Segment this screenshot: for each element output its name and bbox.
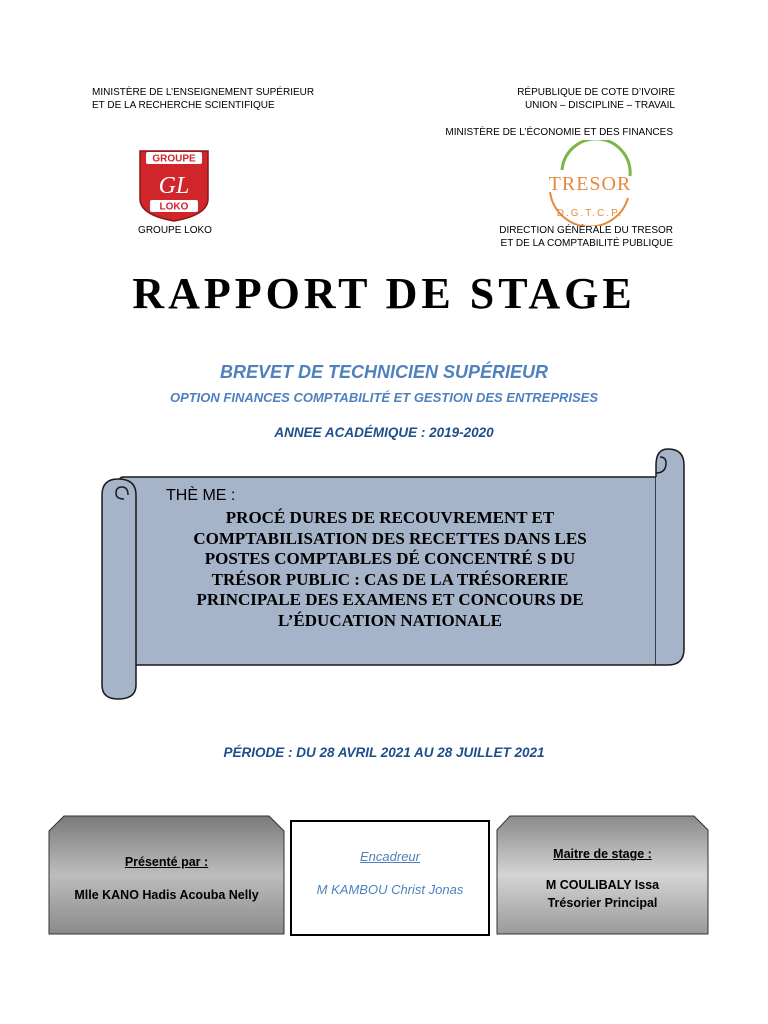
ministry-left-line2: ET DE LA RECHERCHE SCIENTIFIQUE (92, 100, 275, 111)
academic-year: ANNEE ACADÉMIQUE : 2019-2020 (274, 425, 494, 440)
option-title: OPTION FINANCES COMPTABILITÉ ET GESTION DES ENTREPRISES (169, 390, 599, 405)
supervisor-box (290, 820, 490, 936)
supervisor-label: Encadreur (360, 849, 420, 864)
groupe-logo-mark: GL (158, 173, 190, 199)
tresor-logo (540, 140, 640, 226)
internship-master-name: M COULIBALY Issa (545, 878, 660, 892)
presenter-name: Mlle KANO Hadis Acouba Nelly (74, 888, 259, 902)
ministry-economy: MINISTÈRE DE L’ÉCONOMIE ET DES FINANCES (445, 127, 673, 138)
internship-master-role: Trésorier Principal (547, 896, 658, 910)
republic-block (420, 86, 675, 112)
groupe-loko-caption: GROUPE LOKO (138, 225, 212, 236)
theme-text: PROCÉ DURES DE RECOUVREMENT ET COMPTABILISATION DES RECETTES DANS LES POSTES COMPTABLES DÉ CONCENTRÉ S DU TRÉSOR PUBLIC : CAS DE LA TRÉSORERIE PRINCIPALE DES EXAMENS ET CONCOURS DE L’ÉDUCATION NATIONALE (193, 508, 587, 630)
degree-title: BREVET DE TECHNICIEN SUPÉRIEUR (219, 362, 549, 382)
tresor-logo-text: TRESOR (548, 173, 632, 195)
report-title: RAPPORT DE STAGE (132, 269, 636, 318)
tresor-caption-line2: ET DE LA COMPTABILITÉ PUBLIQUE (500, 238, 673, 249)
presenter-box (48, 815, 285, 935)
tresor-caption (470, 224, 673, 250)
republic-motto: UNION – DISCIPLINE – TRAVAIL (524, 100, 675, 111)
ministry-left-block (92, 86, 352, 112)
supervisor-name: M KAMBOU Christ Jonas (316, 882, 464, 897)
groupe-logo-top-text: GROUPE (152, 153, 196, 165)
groupe-loko-logo (136, 147, 212, 223)
republic-line1: RÉPUBLIQUE DE COTE D’IVOIRE (517, 87, 675, 98)
groupe-logo-bottom-text: LOKO (159, 201, 189, 213)
internship-period: PÉRIODE : DU 28 AVRIL 2021 AU 28 JUILLET 2021 (223, 745, 545, 760)
theme-label: THÈ ME : (166, 487, 236, 504)
presenter-label: Présenté par : (124, 855, 209, 869)
tresor-logo-subtext: D.G.T.C.P. (556, 208, 624, 219)
internship-master-box (496, 815, 709, 935)
internship-master-label: Maitre de stage : (553, 847, 652, 861)
ministry-left-line1: MINISTÈRE DE L’ENSEIGNEMENT SUPÉRIEUR (92, 87, 315, 98)
tresor-caption-line1: DIRECTION GÉNÉRALE DU TRESOR (499, 225, 673, 236)
